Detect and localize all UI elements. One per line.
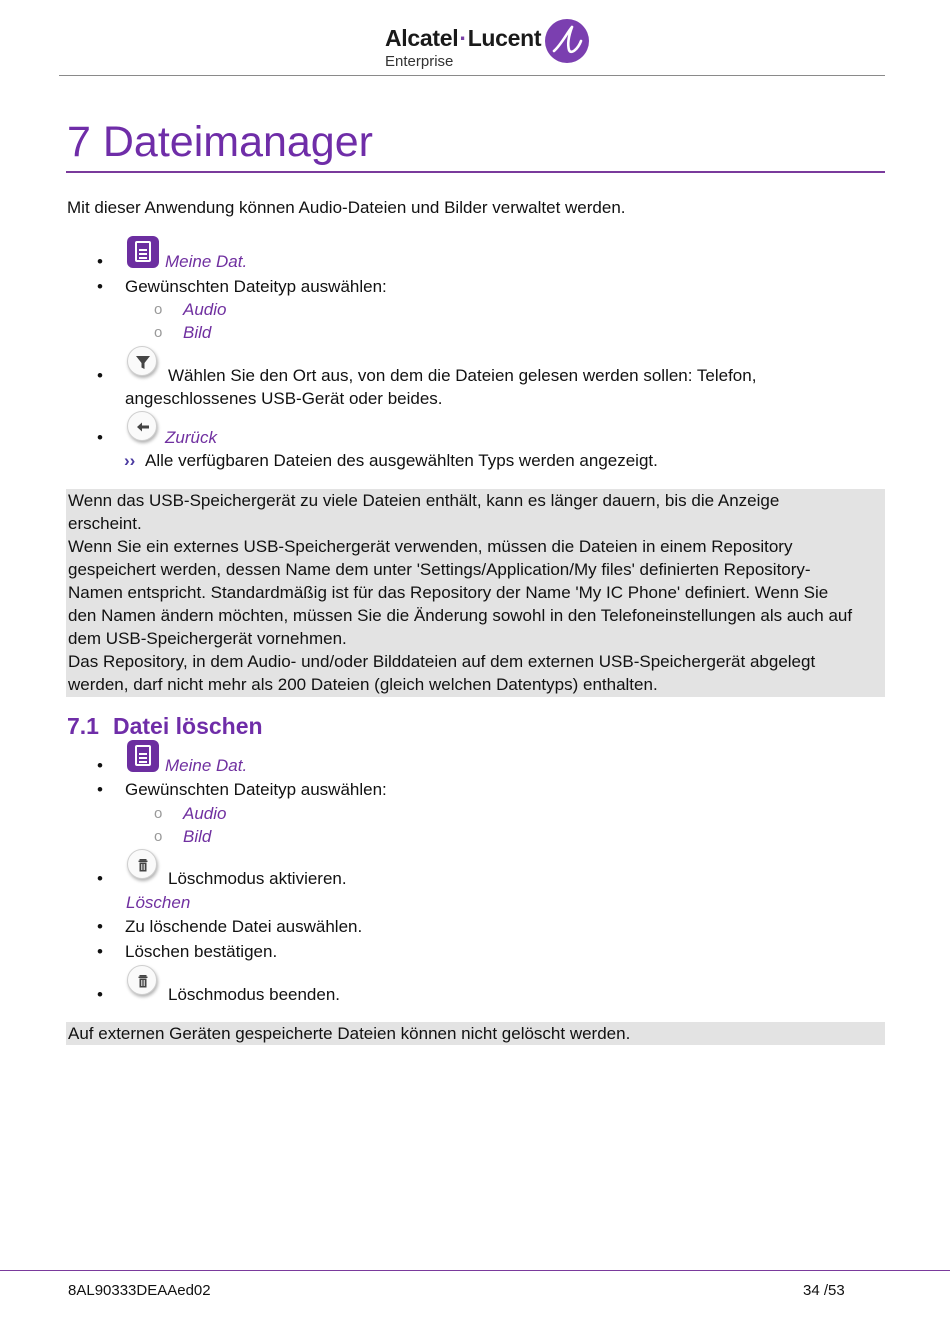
select-file-text: Zu löschende Datei auswählen. <box>125 917 363 936</box>
brand-subtitle: Enterprise <box>385 53 454 70</box>
choose-type-text: Gewünschten Dateityp auswählen: <box>125 780 387 799</box>
document-id: 8AL90333DEAAed02 <box>68 1282 211 1299</box>
brand-name <box>385 25 541 52</box>
list-bullet: • <box>97 942 103 961</box>
note-line: gespeichert werden, dessen Name dem unter 'Settings/Application/My files' definierten Repository- <box>68 560 811 579</box>
sub-list-bullet: o <box>154 301 163 318</box>
sub-list-bullet: o <box>154 828 163 845</box>
header-divider <box>59 75 885 76</box>
list-bullet: • <box>97 985 103 1004</box>
note-line: werden, darf nicht mehr als 200 Dateien (gleich welchen Datentyps) enthalten. <box>68 675 658 694</box>
result-text: Alle verfügbaren Dateien des ausgewählten Typs werden angezeigt. <box>145 451 658 470</box>
section-title: Datei löschen <box>113 713 263 739</box>
list-bullet: • <box>97 428 103 447</box>
sub-list-bullet: o <box>154 324 163 341</box>
brand-name-part: Alcatel <box>385 25 459 51</box>
title-underline <box>66 171 885 173</box>
brand-name-part: Lucent <box>467 25 542 51</box>
list-bullet: • <box>97 366 103 385</box>
list-bullet: • <box>97 252 103 271</box>
note-line: dem USB-Speichergerät vornehmen. <box>68 629 347 648</box>
back-label: Zurück <box>165 428 217 447</box>
note-line: den Namen ändern möchten, müssen Sie die Änderung sowohl in den Telefoneinstellungen als auch auf <box>68 606 853 625</box>
my-files-icon[interactable] <box>127 236 159 268</box>
alcatel-lucent-logo-icon <box>545 19 589 63</box>
confirm-delete-text: Löschen bestätigen. <box>125 942 278 961</box>
type-option-audio: Audio <box>183 804 227 823</box>
note-line: Das Repository, in dem Audio- und/oder Bilddateien auf dem externen USB-Speichergerät abgelegt <box>68 652 816 671</box>
list-bullet: • <box>97 277 103 296</box>
note-line: Wenn Sie ein externes USB-Speichergerät verwenden, müssen die Dateien in einem Repository <box>68 537 793 556</box>
list-bullet: • <box>97 917 103 936</box>
section-heading <box>67 713 263 740</box>
trash-icon[interactable] <box>127 965 157 995</box>
type-option-image: Bild <box>183 827 212 846</box>
company-logo <box>385 22 595 72</box>
my-files-icon[interactable] <box>127 740 159 772</box>
footer-divider <box>0 1270 950 1271</box>
note-line: erscheint. <box>68 514 142 533</box>
list-bullet: • <box>97 869 103 888</box>
choose-type-text: Gewünschten Dateityp auswählen: <box>125 277 387 296</box>
note-line: Wenn das USB-Speichergerät zu viele Dateien enthält, kann es länger dauern, bis die Anzeige <box>68 491 780 510</box>
filter-icon[interactable] <box>127 346 157 376</box>
type-option-image: Bild <box>183 323 212 342</box>
page-number: 34 /53 <box>803 1282 845 1299</box>
result-marker-icon: ›› <box>124 451 136 470</box>
filter-text-line1: Wählen Sie den Ort aus, von dem die Dateien gelesen werden sollen: Telefon, <box>168 366 757 385</box>
my-files-label: Meine Dat. <box>165 756 248 775</box>
chapter-intro: Mit dieser Anwendung können Audio-Dateien und Bilder verwaltet werden. <box>67 198 626 217</box>
note-box <box>66 489 885 697</box>
activate-delete-text: Löschmodus aktivieren. <box>168 869 347 888</box>
list-bullet: • <box>97 780 103 799</box>
filter-text-line2: angeschlossenes USB-Gerät oder beides. <box>125 389 443 408</box>
section-number: 7.1 <box>67 713 99 739</box>
list-bullet: • <box>97 756 103 775</box>
brand-dot: · <box>459 25 467 51</box>
delete-label: Löschen <box>126 893 191 912</box>
note-line: Auf externen Geräten gespeicherte Dateien können nicht gelöscht werden. <box>68 1024 631 1043</box>
note-line: Namen entspricht. Standardmäßig ist für das Repository der Name 'My IC Phone' definiert. Wenn Sie <box>68 583 829 602</box>
trash-icon[interactable] <box>127 849 157 879</box>
back-arrow-icon[interactable] <box>127 411 157 441</box>
note-box <box>66 1022 885 1045</box>
exit-delete-text: Löschmodus beenden. <box>168 985 341 1004</box>
sub-list-bullet: o <box>154 805 163 822</box>
my-files-label: Meine Dat. <box>165 252 248 271</box>
type-option-audio: Audio <box>183 300 227 319</box>
chapter-title: 7 Dateimanager <box>67 118 373 166</box>
